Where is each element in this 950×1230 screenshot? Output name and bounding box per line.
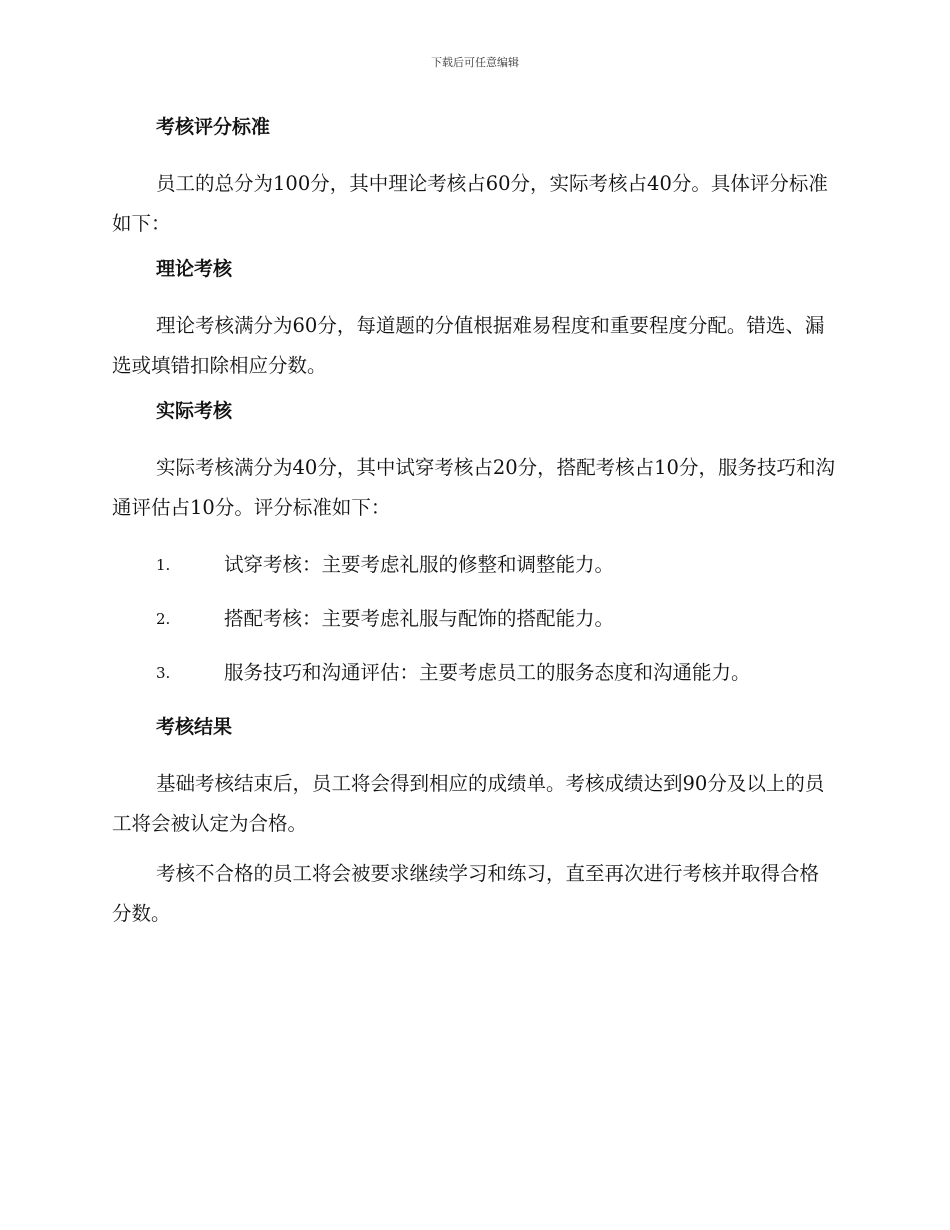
paragraph-practical-exam: 实际考核满分为40分，其中试穿考核占20分，搭配考核占10分，服务技巧和沟通评估占10分。评分标准如下： xyxy=(112,456,835,519)
document-body xyxy=(112,112,838,944)
paragraph-results-pass: 基础考核结束后，员工将会得到相应的成绩单。考核成绩达到90分及以上的员工将会被认定为合格。 xyxy=(112,772,825,835)
list-item xyxy=(112,550,838,580)
list-item xyxy=(112,658,838,688)
list-item-number: 2. xyxy=(156,610,171,628)
paragraph-theory-exam: 理论考核满分为60分，每道题的分值根据难易程度和重要程度分配。错选、漏选或填错扣除相应分数。 xyxy=(112,314,825,377)
list-item-text: 试穿考核：主要考虑礼服的修整和调整能力。 xyxy=(224,553,615,576)
section-heading-theory-exam: 理论考核 xyxy=(156,258,233,280)
paragraph-results-fail: 考核不合格的员工将会被要求继续学习和练习，直至再次进行考核并取得合格分数。 xyxy=(112,862,820,925)
practical-criteria-list xyxy=(112,550,838,688)
page-header: 下载后可任意编辑 xyxy=(431,56,519,69)
list-item-number: 3. xyxy=(156,664,171,682)
section-heading-scoring-standard: 考核评分标准 xyxy=(156,116,271,138)
list-item-text: 服务技巧和沟通评估：主要考虑员工的服务态度和沟通能力。 xyxy=(224,661,751,684)
list-item-text: 搭配考核：主要考虑礼服与配饰的搭配能力。 xyxy=(224,607,615,630)
section-heading-practical-exam: 实际考核 xyxy=(156,400,233,422)
section-heading-exam-results: 考核结果 xyxy=(156,716,233,738)
list-item xyxy=(112,604,838,634)
list-item-number: 1. xyxy=(156,556,171,574)
paragraph-scoring-overview: 员工的总分为100分，其中理论考核占60分，实际考核占40分。具体评分标准如下： xyxy=(112,172,828,235)
